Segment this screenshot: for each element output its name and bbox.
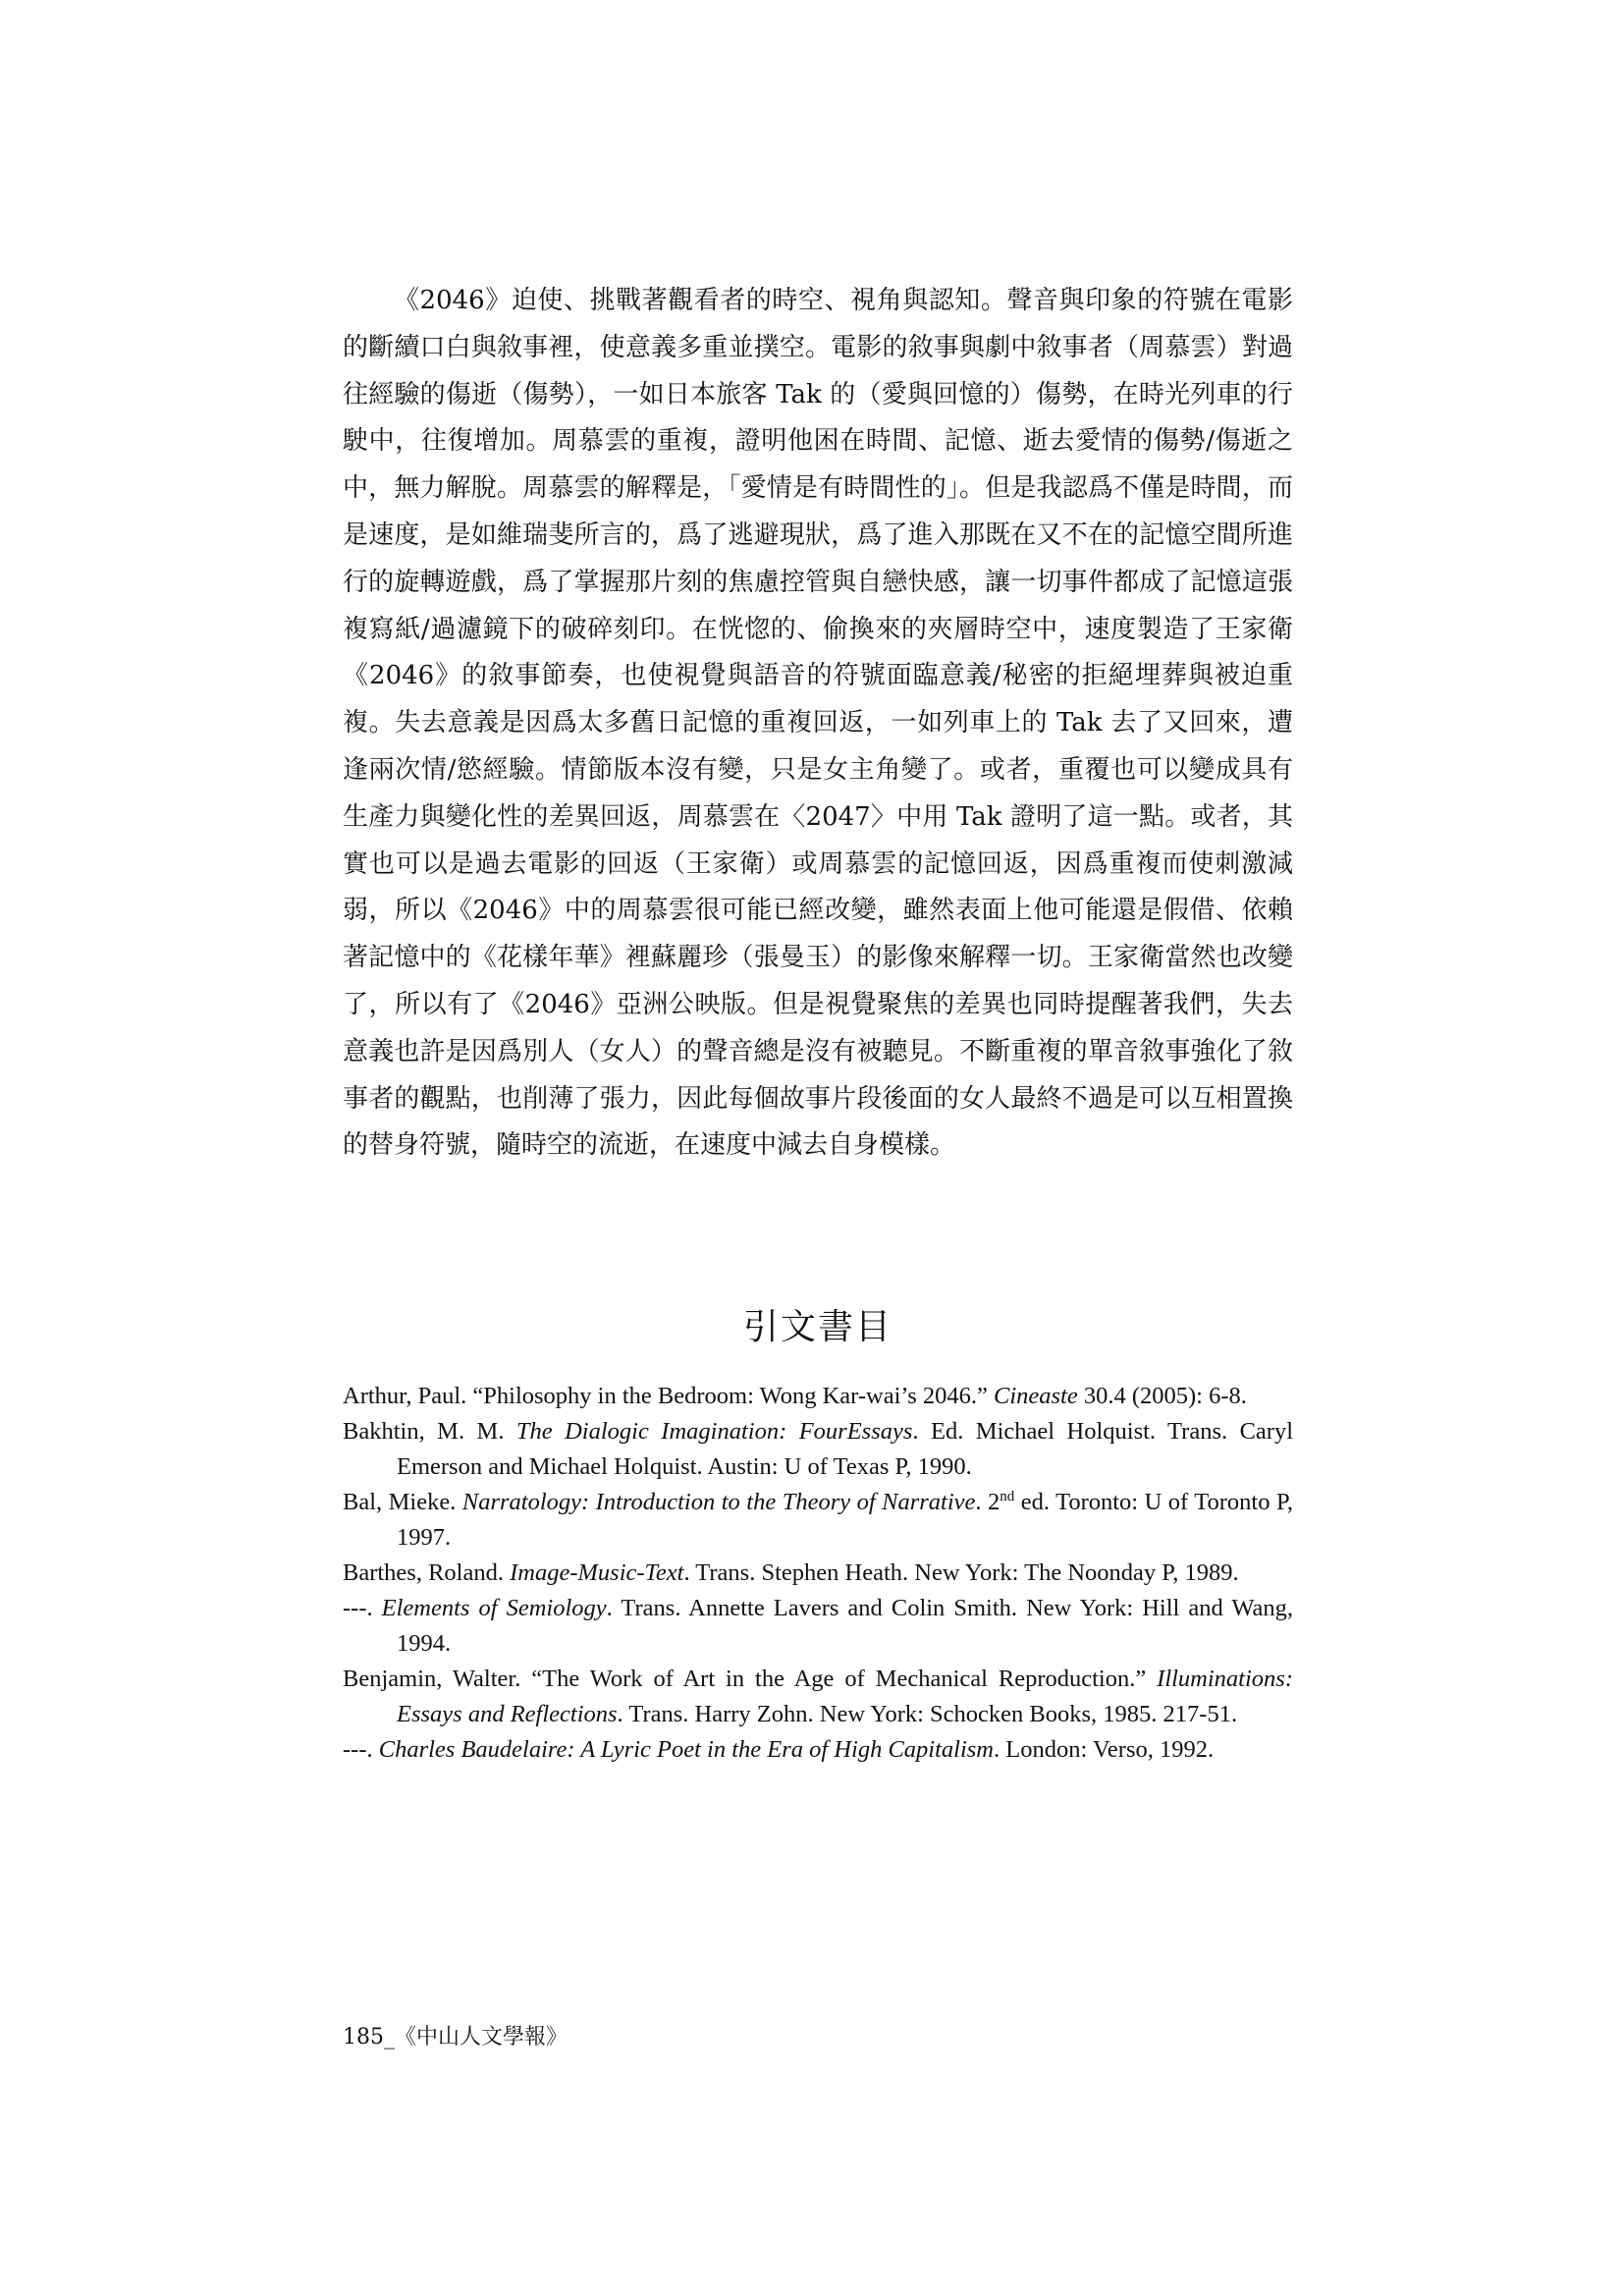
- reference-entry: ---. Elements of Semiology. Trans. Annette Lavers and Colin Smith. New York: Hill and Wang, 1994.: [343, 1595, 1294, 1657]
- body-paragraph: 《2046》迫使、挑戰著觀看者的時空、視角與認知。聲音與印象的符號在電影的斷續口白與敘事裡，使意義多重並撲空。電影的敘事與劇中敘事者（周慕雲）對過往經驗的傷逝（傷勢），一如日本旅客 Tak 的（愛與回憶的）傷勢，在時光列車的行駛中，往復增加。周慕雲的重複，證明他困在時間、記憶、逝去愛情的傷勢/傷逝之中，無力解脫。周慕雲的解釋是，「愛情是有時間性的」。但是我認爲不僅是時間，而是速度，是如維瑞斐所言的，爲了逃避現狀，爲了進入那既在又不在的記憶空間所進行的旋轉遊戲，爲了掌握那片刻的焦慮控管與自戀快感，讓一切事件都成了記憶這張複寫紙/過濾鏡下的破碎刻印。在恍惚的、偷換來的夾層時空中，速度製造了王家衛《2046》的敘事節奏，也使視覺與語音的符號面臨意義/秘密的拒絕埋葬與被迫重複。失去意義是因爲太多舊日記憶的重複回返，一如列車上的 Tak 去了又回來，遭逢兩次情/慾經驗。情節版本沒有變，只是女主角變了。或者，重覆也可以變成具有生產力與變化性的差異回返，周慕雲在〈2047〉中用 Tak 證明了這一點。或者，其實也可以是過去電影的回返（王家衛）或周慕雲的記憶回返，因爲重複而使刺激減弱，所以《2046》中的周慕雲很可能已經改變，雖然表面上他可能還是假借、依賴著記憶中的《花樣年華》裡蘇麗珍（張曼玉）的影像來解釋一切。王家衛當然也改變了，所以有了《2046》亞洲公映版。但是視覺聚焦的差異也同時提醒著我們，失去意義也許是因爲別人（女人）的聲音總是沒有被聽見。不斷重複的單音敘事強化了敘事者的觀點，也削薄了張力，因此每個故事片段後面的女人最終不過是可以互相置換的替身符號，隨時空的流逝，在速度中減去自身模樣。: [343, 286, 1293, 1161]
- reference-entry: Arthur, Paul. “Philosophy in the Bedroom: Wong Kar-wai’s 2046.” Cineaste 30.4 (2005): 6-8.: [343, 1383, 1247, 1409]
- reference-entry: Benjamin, Walter. “The Work of Art in the Age of Mechanical Reproduction.” Illuminations: Essays and Reflections. Trans. Harry Zohn. New York: Schocken Books, 1985. 217-51.: [343, 1666, 1293, 1727]
- reference-entry: Bal, Mieke. Narratology: Introduction to the Theory of Narrative. 2nd ed. Toronto: U of Toronto P, 1997.: [343, 1488, 1293, 1551]
- reference-entry: Barthes, Roland. Image-Music-Text. Trans. Stephen Heath. New York: The Noonday P, 1989.: [343, 1559, 1239, 1586]
- page-footer: 185_《中山人文學報》: [343, 2025, 568, 2050]
- reference-entry: Bakhtin, M. M. The Dialogic Imagination: FourEssays. Ed. Michael Holquist. Trans. Caryl Emerson and Michael Holquist. Austin: U of Texas P, 1990.: [343, 1418, 1293, 1480]
- references-list: [343, 1379, 1293, 1768]
- section-heading-works-cited: 引文書目: [742, 1307, 892, 1347]
- reference-entry: ---. Charles Baudelaire: A Lyric Poet in the Era of High Capitalism. London: Verso, 1992.: [343, 1736, 1215, 1763]
